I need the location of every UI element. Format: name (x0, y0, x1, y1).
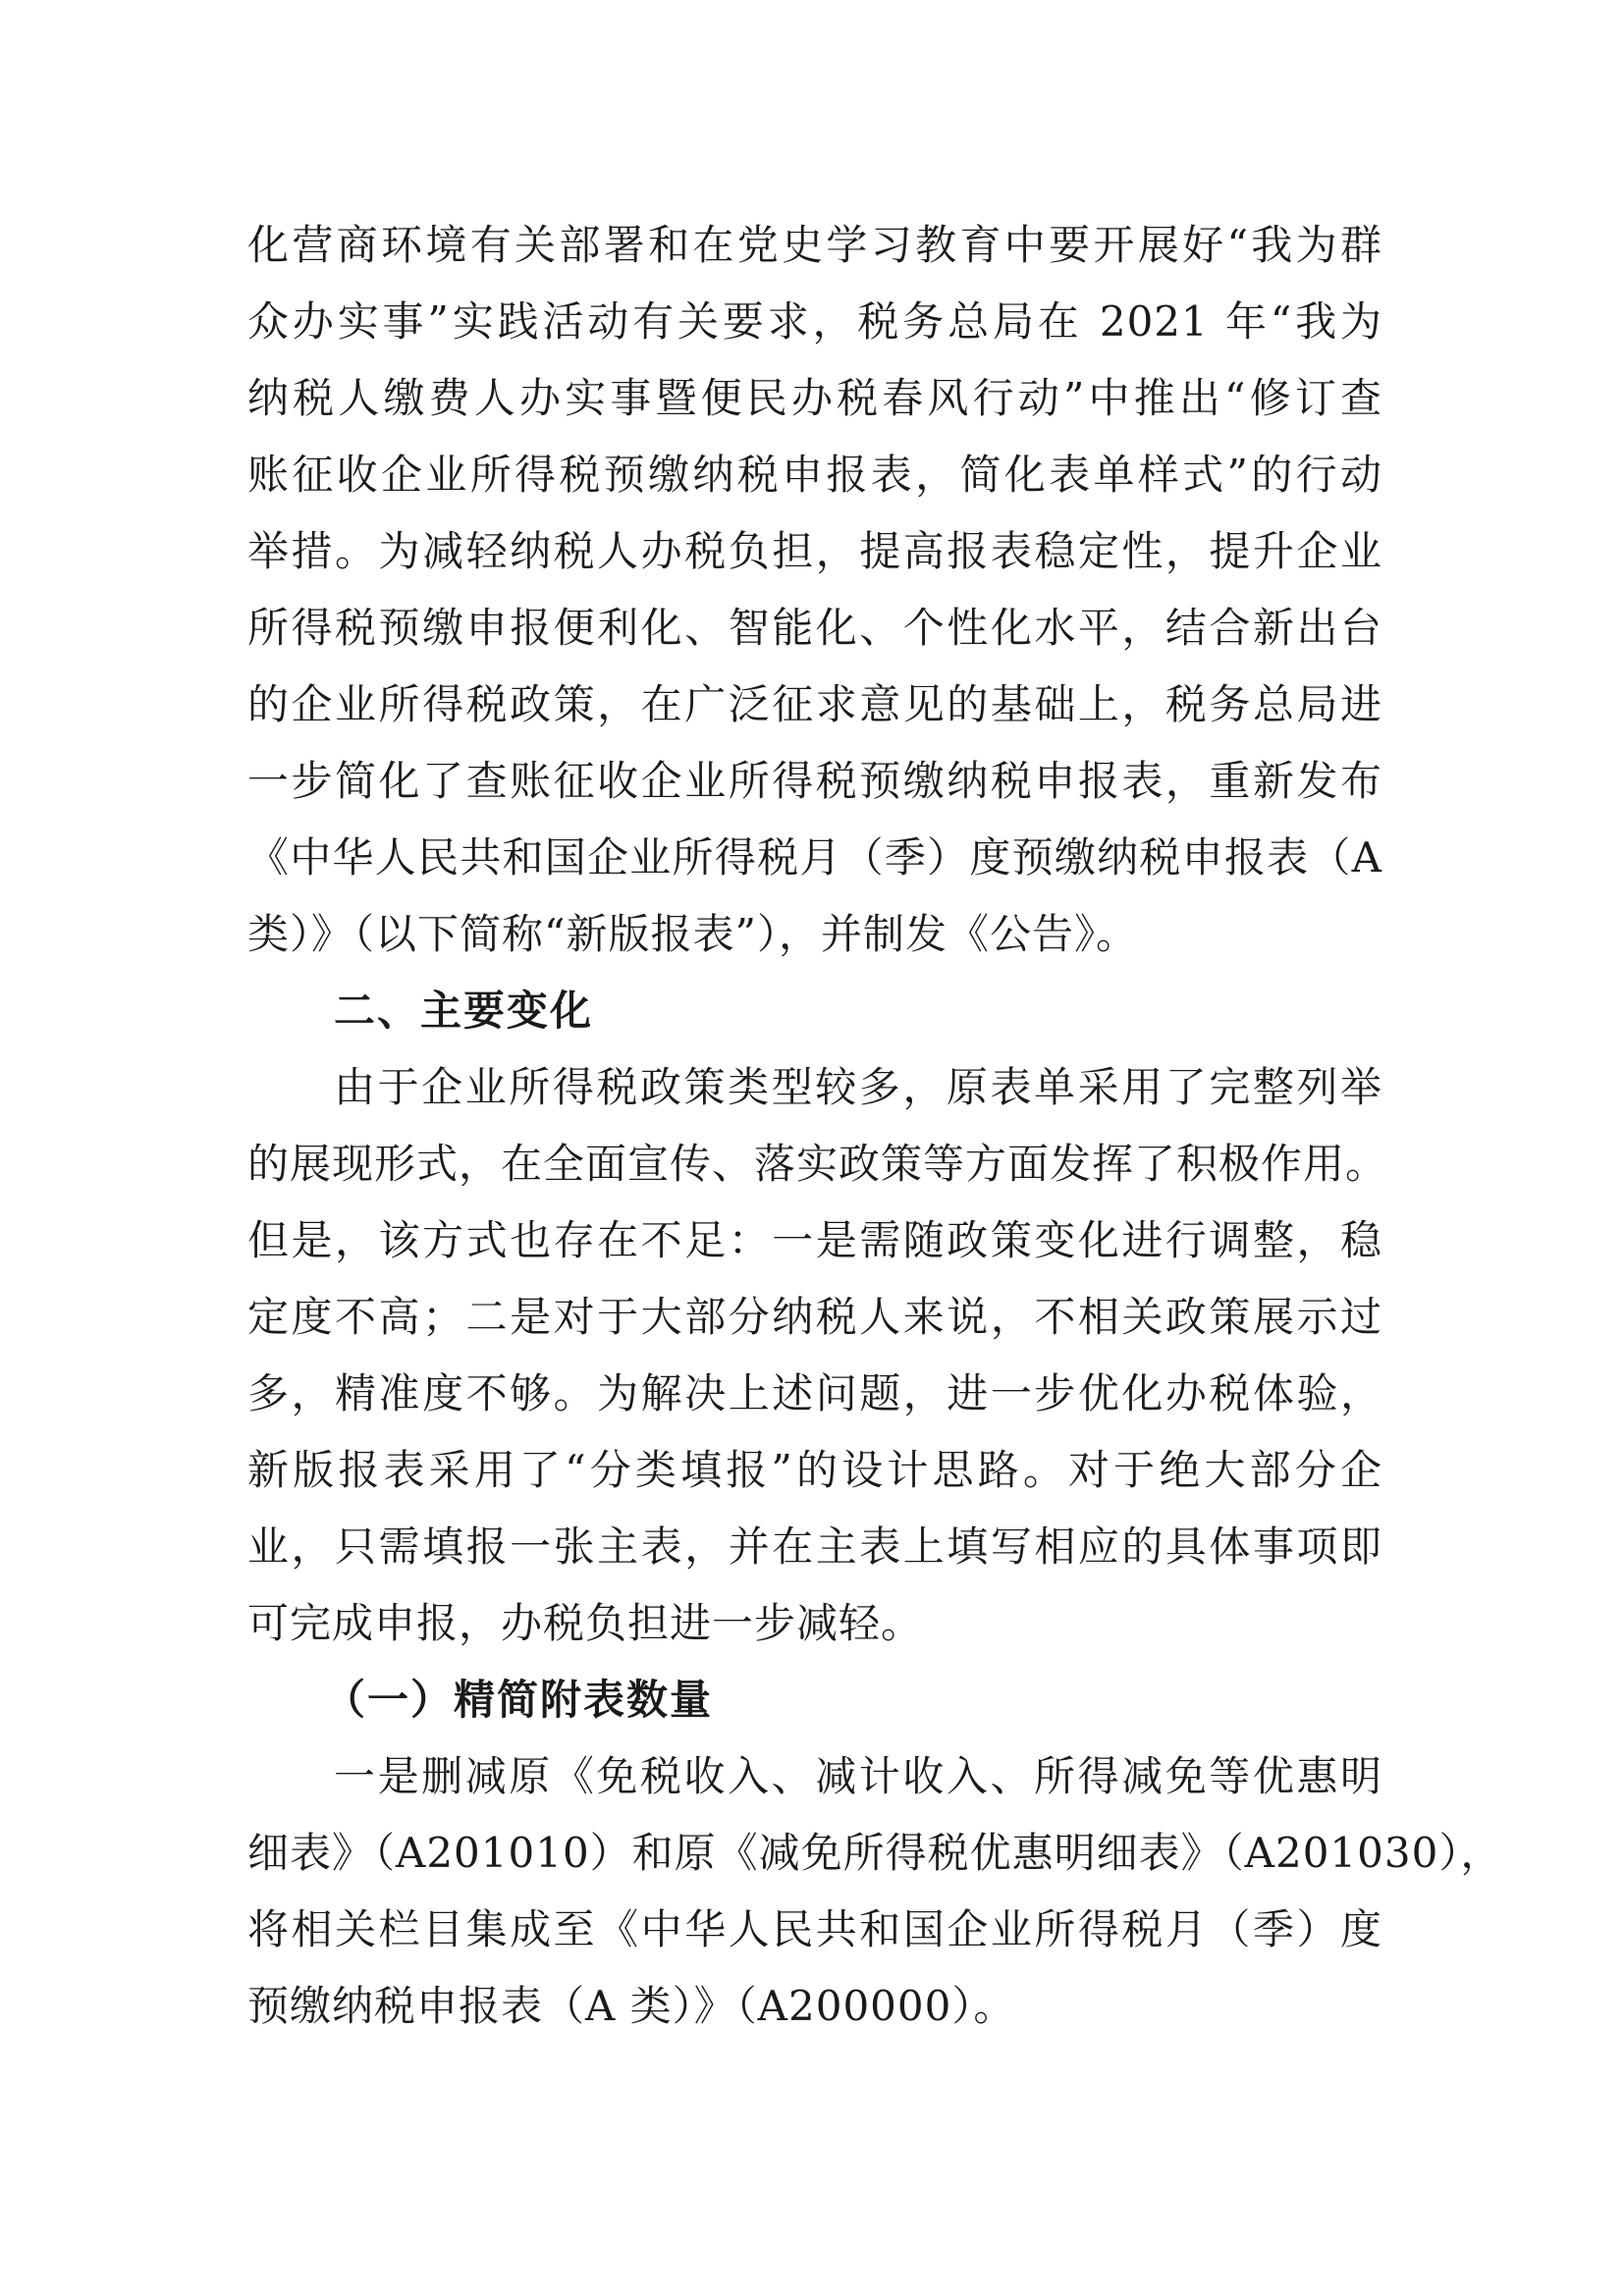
subsection-heading: （一）精简附表数量 (324, 1676, 714, 1724)
body-text-line: 可完成申报，办税负担进一步减轻。 (247, 1599, 924, 1647)
body-text-line: 的展现形式，在全面宣传、落实政策等方面发挥了积极作用。 (247, 1140, 1388, 1188)
body-text-line: 定度不高；二是对于大部分纳税人来说，不相关政策展示过 (247, 1293, 1382, 1341)
section-heading: 二、主要变化 (334, 987, 594, 1035)
body-text-line: 新版报表采用了“分类填报”的设计思路。对于绝大部分企 (247, 1446, 1382, 1494)
body-text-line: 业，只需填报一张主表，并在主表上填写相应的具体事项即 (247, 1522, 1382, 1571)
body-text-line: 但是，该方式也存在不足：一是需随政策变化进行调整，稳 (247, 1216, 1382, 1264)
body-text-line: 将相关栏目集成至《中华人民共和国企业所得税月（季）度 (247, 1905, 1382, 1953)
body-text-line: 一步简化了查账征收企业所得税预缴纳税申报表，重新发布 (247, 757, 1382, 805)
body-text-line: 纳税人缴费人办实事暨便民办税春风行动”中推出“修订查 (247, 374, 1382, 422)
body-text-line: 预缴纳税申报表（A 类）》（A200000）。 (247, 1982, 1016, 2030)
body-text-line: 由于企业所得税政策类型较多，原表单采用了完整列举 (334, 1063, 1382, 1111)
body-text-line: 细表》（A201010）和原《减免所得税优惠明细表》（A201030）， (247, 1829, 1503, 1877)
body-text-line: 一是删减原《免税收入、减计收入、所得减免等优惠明 (334, 1752, 1382, 1800)
body-text-line: 举措。为减轻纳税人办税负担，提高报表稳定性，提升企业 (247, 527, 1382, 575)
body-text-line: 化营商环境有关部署和在党史学习教育中要开展好“我为群 (247, 221, 1382, 269)
body-text-line: 账征收企业所得税预缴纳税申报表，简化表单样式”的行动 (247, 451, 1382, 499)
body-text-line: 《中华人民共和国企业所得税月（季）度预缴纳税申报表（A (247, 833, 1382, 881)
body-text-line: 所得税预缴申报便利化、智能化、个性化水平，结合新出台 (247, 604, 1382, 652)
body-text-line: 的企业所得税政策，在广泛征求意见的基础上，税务总局进 (247, 680, 1382, 728)
body-text-line: 众办实事”实践活动有关要求，税务总局在 2021 年“我为 (247, 297, 1382, 346)
body-text-line: 类）》（以下简称“新版报表”），并制发《公告》。 (247, 910, 1138, 958)
body-text-line: 多，精准度不够。为解决上述问题，进一步优化办税体验， (247, 1369, 1382, 1417)
